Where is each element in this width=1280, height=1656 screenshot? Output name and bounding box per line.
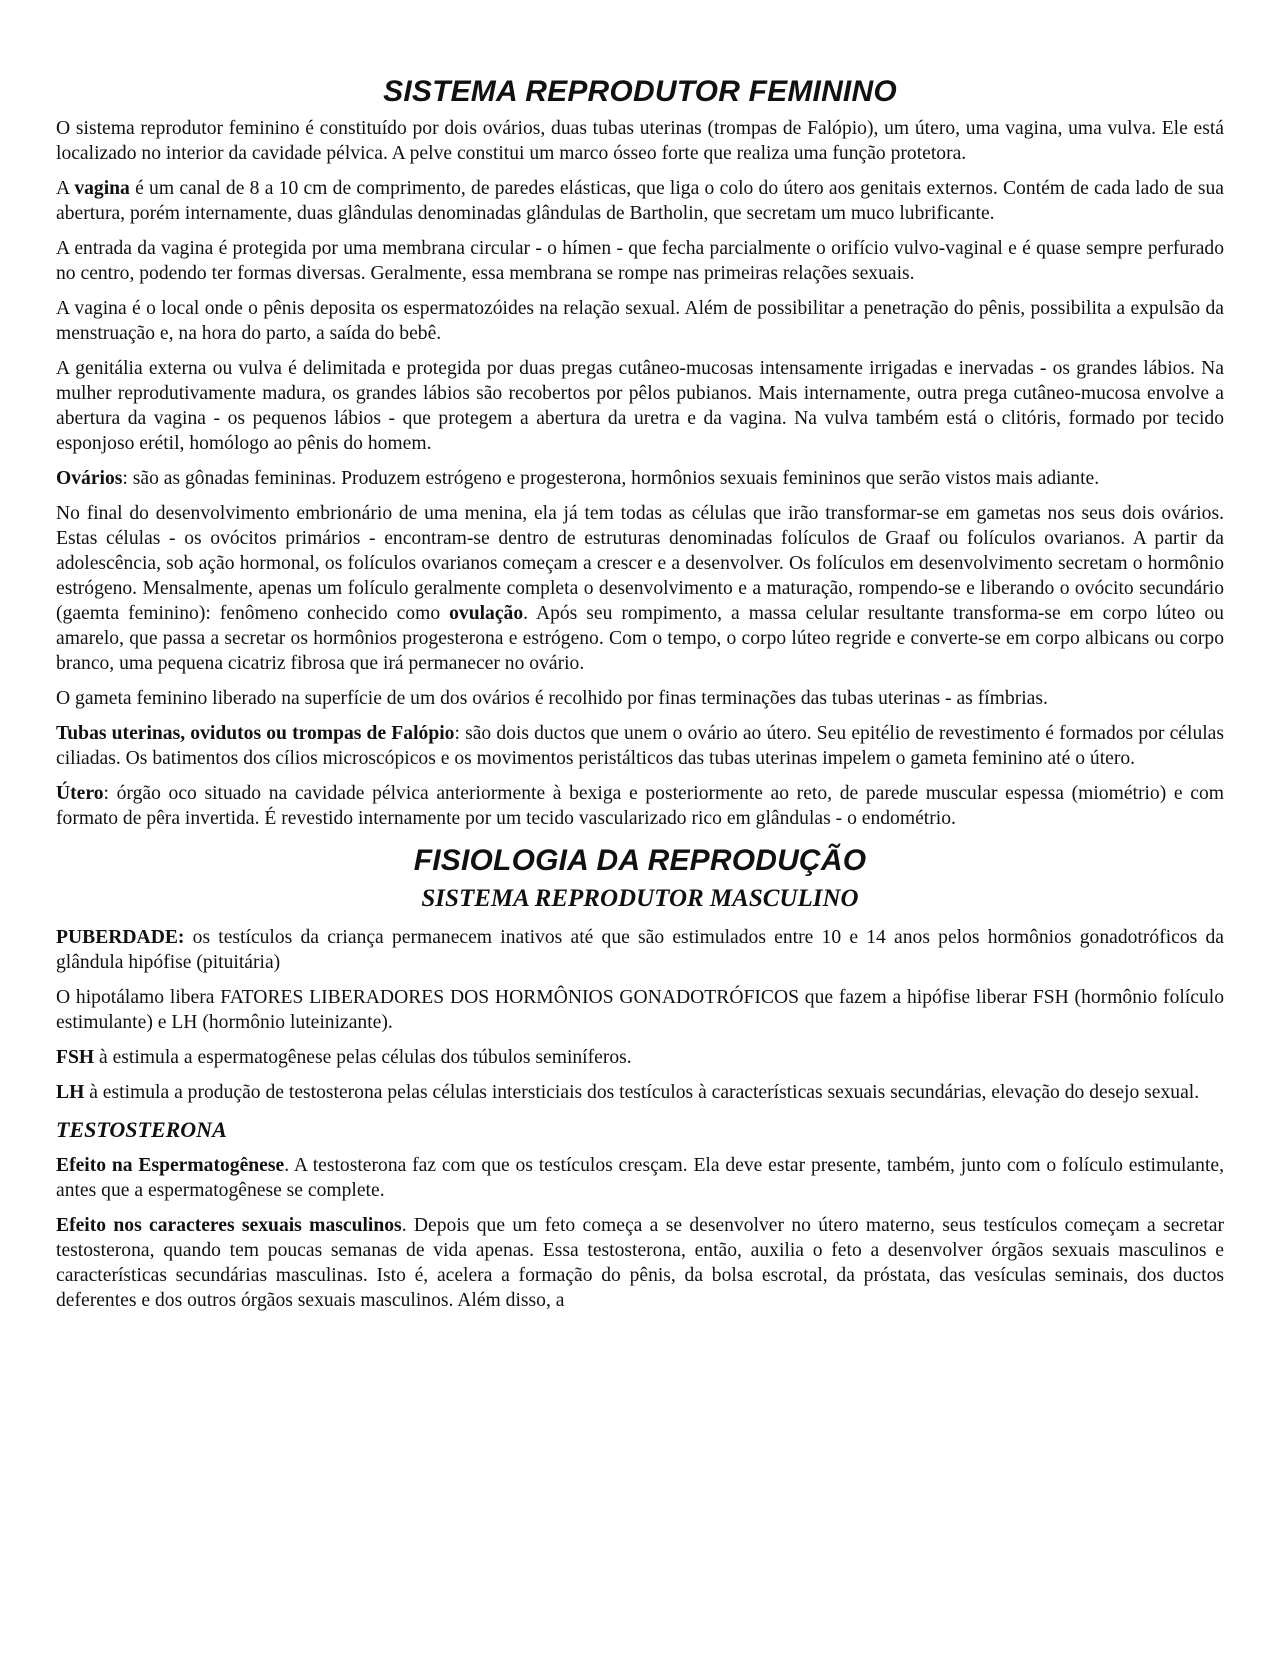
term-efeito-espermatogenese: Efeito na Espermatogênese [56, 1155, 285, 1176]
paragraph-himen: A entrada da vagina é protegida por uma membrana circular - o hímen - que fecha parcialmente o orifício vulvo-vaginal e é quase sempre perfurado no centro, podendo ter formas diversas. Geralmente, essa membrana se rompe nas primeiras relações sexuais. [56, 238, 1224, 284]
term-ovarios: Ovários [56, 468, 123, 489]
subtitle-masculino: SISTEMA REPRODUTOR MASCULINO [421, 885, 859, 912]
term-efeito-caracteres: Efeito nos caracteres sexuais masculinos [56, 1215, 402, 1236]
paragraph-efeito-caracteres [56, 1213, 1224, 1313]
paragraph-intro: O sistema reprodutor feminino é constituído por dois ovários, duas tubas uterinas (trompas de Falópio), um útero, uma vagina, uma vulva. Ele está localizado no interior da cavidade pélvica. A pelve constitui um marco ósseo forte que realiza uma função protetora. [56, 118, 1224, 164]
paragraph-utero [56, 781, 1224, 831]
paragraph-ovarios [56, 466, 1224, 491]
paragraph-gameta: O gameta feminino liberado na superfície de um dos ovários é recolhido por finas terminações das tubas uterinas - as fímbrias. [56, 688, 1048, 709]
paragraph-vagina [56, 176, 1224, 226]
term-utero: Útero [56, 783, 104, 804]
term-puberdade: PUBERDADE: [56, 927, 185, 948]
text: é um canal de 8 a 10 cm de comprimento, de paredes elásticas, que liga o colo do útero aos genitais externos. Contém de cada lado de sua abertura, porém internamente, duas glândulas denominadas glândulas de Bartholin, que secretam um muco lubrificante. [56, 178, 1224, 224]
paragraph-puberdade [56, 925, 1224, 975]
text: . Após seu rompimento, a massa celular resultante transforma-se em corpo lúteo ou amarelo, que passa a secretar os hormônios progesterona e estrógeno. Com o tempo, o corpo lúteo regride e converte-se em corpo albicans ou corpo branco, uma pequena cicatriz fibrosa que irá permanecer no ovário. [56, 603, 1224, 674]
paragraph-lh [56, 1080, 1224, 1105]
text: No final do desenvolvimento embrionário de uma menina, ela já tem todas as células que irão transformar-se em gametas nos seus dois ovários. Estas células - os ovócitos primários - encontram-se dentro de estruturas denominadas folículos de Graaf ou folículos ovarianos. A partir da adolescência, sob ação hormonal, os folículos ovarianos começam a crescer e a desenvolver. Os folículos em desenvolvimento secretam o hormônio estrógeno. Mensalmente, apenas um folículo geralmente completa o desenvolvimento e a maturação, rompendo-se e liberando o ovócito secundário (gaemta feminino): fenômeno conhecido como [56, 503, 1224, 624]
paragraph-vulva: A genitália externa ou vulva é delimitada e protegida por duas pregas cutâneo-mucosas intensamente irrigadas e inervadas - os grandes lábios. Na mulher reprodutivamente madura, os grandes lábios são recobertos por pêlos pubianos. Mais internamente, outra prega cutâneo-mucosa envolve a abertura da vagina - os pequenos lábios - que protegem a abertura da uretra e da vagina. Na vulva também está o clitóris, formado por tecido esponjoso erétil, homólogo ao pênis do homem. [56, 358, 1224, 454]
text: os testículos da criança permanecem inativos até que são estimulados entre 10 e 14 anos pelos hormônios gonadotróficos da glândula hipófise (pituitária) [56, 927, 1224, 973]
section-testosterona: TESTOSTERONA [56, 1117, 227, 1142]
text: à estimula a espermatogênese pelas células dos túbulos seminíferos. [94, 1047, 632, 1068]
paragraph-desenvolvimento [56, 501, 1224, 676]
text: : são dois ductos que unem o ovário ao útero. Seu epitélio de revestimento é formados por células ciliadas. Os batimentos dos cílios microscópicos e os movimentos peristálticos das tubas uterinas impelem o gameta feminino até o útero. [56, 723, 1225, 769]
paragraph-tubas [56, 721, 1224, 771]
page-title-fisiologia: FISIOLOGIA DA REPRODUÇÃO [413, 844, 867, 877]
text: . Depois que um feto começa a se desenvolver no útero materno, seus testículos começam a secretar testosterona, quando tem poucas semanas de vida apenas. Essa testosterona, então, auxilia o feto a desenvolver órgãos sexuais masculinos e características secundárias masculinas. Isto é, acelera a formação do pênis, da bolsa escrotal, da próstata, das vesículas seminais, dos ductos deferentes e dos outros órgãos sexuais masculinos. Além disso, a [56, 1215, 1224, 1311]
text: à estimula a produção de testosterona pelas células intersticiais dos testículos à características sexuais secundárias, elevação do desejo sexual. [84, 1082, 1200, 1103]
term-fsh: FSH [56, 1047, 95, 1068]
page-title-feminino: SISTEMA REPRODUTOR FEMININO [383, 75, 897, 108]
text: . A testosterona faz com que os testículos cresçam. Ela deve estar presente, também, junto com o folículo estimulante, antes que a espermatogênese se complete. [56, 1155, 1224, 1201]
paragraph-vagina-local: A vagina é o local onde o pênis deposita os espermatozóides na relação sexual. Além de possibilitar a penetração do pênis, possibilita a expulsão da menstruação e, na hora do parto, a saída do bebê. [56, 298, 1224, 344]
paragraph-hipotalamo: O hipotálamo libera FATORES LIBERADORES DOS HORMÔNIOS GONADOTRÓFICOS que fazem a hipófise liberar FSH (hormônio folículo estimulante) e LH (hormônio luteinizante). [56, 987, 1224, 1033]
text: A [56, 178, 75, 199]
term-tubas: Tubas uterinas, ovidutos ou trompas de Falópio [56, 723, 455, 744]
paragraph-efeito-espermatogenese [56, 1153, 1224, 1203]
text: : órgão oco situado na cavidade pélvica anteriormente à bexiga e posteriormente ao reto, de parede muscular espessa (miométrio) e com formato de pêra invertida. É revestido internamente por um tecido vascularizado rico em glândulas - o endométrio. [56, 783, 1224, 829]
term-vagina: vagina [74, 178, 130, 199]
term-ovulacao: ovulação [449, 603, 524, 624]
term-lh: LH [56, 1082, 85, 1103]
text: : são as gônadas femininas. Produzem estrógeno e progesterona, hormônios sexuais femininos que serão vistos mais adiante. [122, 468, 1100, 489]
paragraph-fsh [56, 1045, 1224, 1070]
